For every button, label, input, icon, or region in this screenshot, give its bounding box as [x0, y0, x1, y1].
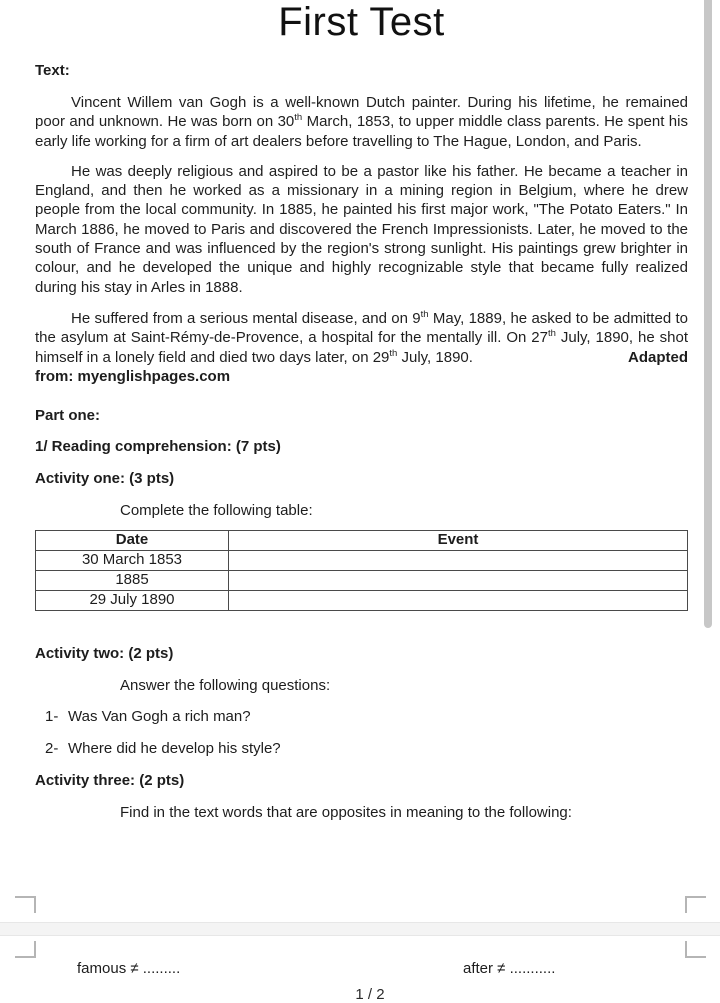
date-event-table: [35, 530, 688, 611]
table-header-event: Event: [229, 530, 688, 550]
page-break-gap: [0, 922, 720, 936]
section-one-heading: 1/ Reading comprehension: (7 pts): [35, 437, 281, 455]
table-row: [36, 590, 688, 610]
activity-three-instruction: Find in the text words that are opposites in meaning to the following:: [120, 803, 572, 821]
paragraph-biography-2: He was deeply religious and aspired to be a pastor like his father. He became a teacher in England, and then he worked as a missionary in a mining region in Belgium, where he drew people from the local community. In 1885, he painted his first major work, "The Potato Eaters." In March 1886, he moved to Paris and discovered the French Impressionists. Later, he moved to the south of France and was influenced by the region's strong sunlight. His paintings grew brighter in colour, and he developed the unique and highly recognizable style that became fully realized during his stay in Arles in 1888.: [35, 162, 688, 296]
table-cell-event-blank: [229, 570, 688, 590]
opposite-after: after ≠ ...........: [463, 960, 556, 977]
question-2: [35, 739, 688, 758]
page-content: [35, 0, 688, 822]
question-2-number: 2-: [45, 739, 59, 757]
table-row: [36, 570, 688, 590]
activity-three-heading: Activity three: (2 pts): [35, 771, 185, 789]
activity-two-instruction: Answer the following questions:: [120, 676, 331, 694]
page1-bottom-right-margin-mark: [685, 896, 706, 913]
table-cell-date: 30 March 1853: [36, 550, 229, 570]
paragraph-biography-3-wrap: [35, 309, 688, 367]
activity-two-heading: Activity two: (2 pts): [35, 644, 174, 662]
activity-one-heading: Activity one: (3 pts): [35, 469, 175, 487]
table-header-date: Date: [36, 530, 229, 550]
question-1-text: Was Van Gogh a rich man?: [68, 708, 251, 726]
table-cell-date: 29 July 1890: [36, 590, 229, 610]
question-1: [35, 707, 688, 726]
page-indicator: 1 / 2: [355, 986, 385, 1003]
question-2-text: Where did he develop his style?: [68, 739, 281, 757]
activity-one-instruction: Complete the following table:: [120, 501, 313, 519]
scrollbar-thumb[interactable]: [704, 0, 712, 628]
table-cell-date: 1885: [36, 570, 229, 590]
page2-top-left-margin-mark: [15, 941, 36, 958]
adapted-label: Adapted: [628, 348, 688, 366]
source-line: from: myenglishpages.com: [35, 367, 231, 385]
paragraph-biography-1: Vincent Willem van Gogh is a well-known Dutch painter. During his lifetime, he remained poor and unknown. He was born on 30th March, 1853, to upper middle class parents. He spent his early life working for a firm of art dealers before travelling to The Hague, London, and Paris.: [35, 94, 688, 150]
part-one-heading: Part one:: [35, 406, 101, 424]
table-cell-event-blank: [229, 550, 688, 570]
opposite-famous: famous ≠ .........: [77, 960, 181, 977]
question-1-number: 1-: [45, 708, 59, 726]
table-cell-event-blank: [229, 590, 688, 610]
page2-top-right-margin-mark: [685, 941, 706, 958]
table-header-row: [36, 530, 688, 550]
paragraph-biography-3: He suffered from a serious mental disease, and on 9th May, 1889, he asked to be admitted to the asylum at Saint-Rémy-de-Provence, a hospital for the mentally ill. On 27th July, 1890, he shot himself in a lonely field and died two days later, on 29th July, 1890.: [35, 308, 688, 366]
page1-bottom-left-margin-mark: [15, 896, 36, 913]
document-title: First Test: [278, 0, 445, 44]
text-label: Text:: [35, 62, 70, 79]
table-row: [36, 550, 688, 570]
